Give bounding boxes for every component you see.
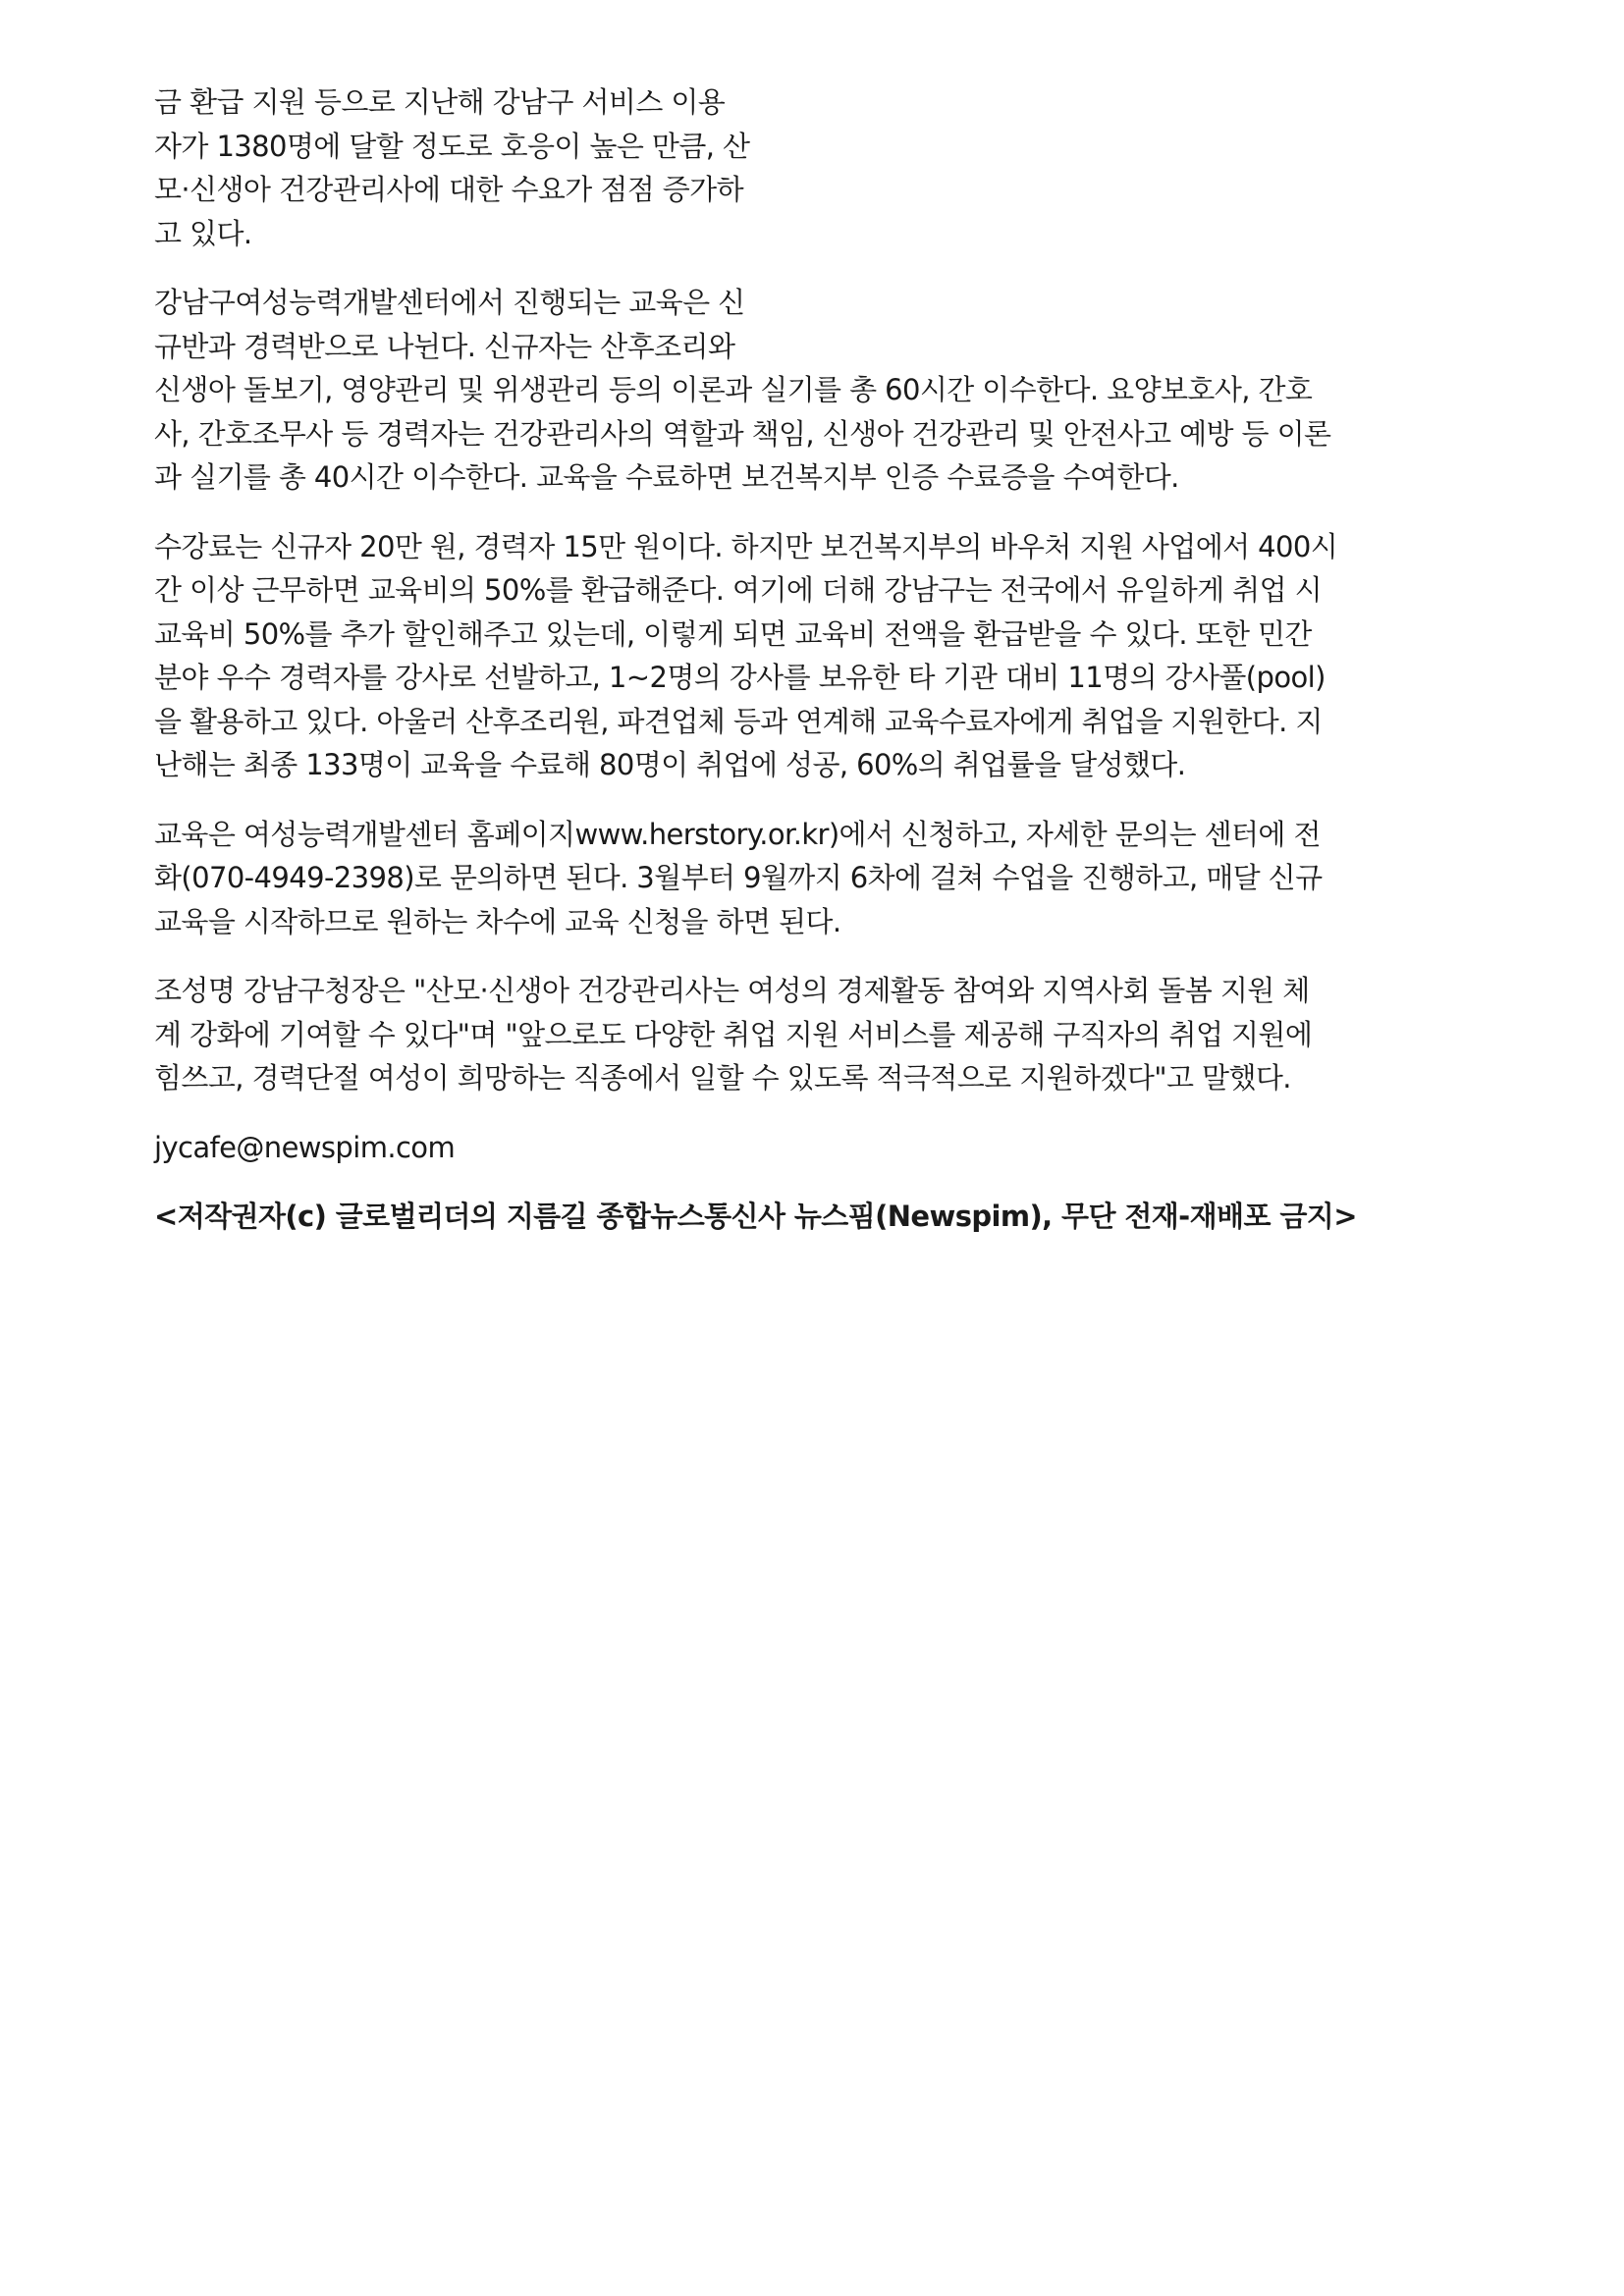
paragraph-application <box>154 813 1494 944</box>
text-line: 강남구여성능력개발센터에서 진행되는 교육은 신 <box>154 286 745 319</box>
paragraph-demand <box>154 80 1494 255</box>
reporter-email: jycafe@newspim.com <box>154 1130 456 1164</box>
text-line: 힘쓰고, 경력단절 여성이 희망하는 직종에서 일할 수 있도록 적극적으로 지원하겠다"고 말했다. <box>154 1061 1291 1095</box>
text-line: 조성명 강남구청장은 "산모·신생아 건강관리사는 여성의 경제활동 참여와 지역사회 돌봄 지원 체 <box>154 974 1310 1007</box>
article-body <box>154 80 1494 1264</box>
copyright-notice: <저작권자(c) 글로벌리더의 지름길 종합뉴스통신사 뉴스핌(Newspim), 무단 전재-재배포 금지> <box>154 1200 1357 1233</box>
text-line: 교육비 50%를 추가 할인해주고 있는데, 이렇게 되면 교육비 전액을 환급받을 수 있다. 또한 민간 <box>154 616 1312 651</box>
paragraph-tuition <box>154 525 1494 787</box>
text-line: 모·신생아 건강관리사에 대한 수요가 점점 증가하 <box>154 173 743 206</box>
text-line: 화(070-4949-2398)로 문의하면 된다. 3월부터 9월까지 6차에 걸쳐 수업을 진행하고, 매달 신규 <box>154 861 1323 894</box>
text-line: 과 실기를 총 40시간 이수한다. 교육을 수료하면 보건복지부 인증 수료증을 수여한다. <box>154 460 1179 494</box>
text-line: 사, 간호조무사 등 경력자는 건강관리사의 역할과 책임, 신생아 건강관리 및 안전사고 예방 등 이론 <box>154 416 1331 451</box>
text-line: 난해는 최종 133명이 교육을 수료해 80명이 취업에 성공, 60%의 취업률을 달성했다. <box>154 748 1186 781</box>
text-line: 교육은 여성능력개발센터 홈페이지www.herstory.or.kr)에서 신청하고, 자세한 문의는 센터에 전 <box>154 817 1321 851</box>
text-line: 계 강화에 기여할 수 있다"며 "앞으로도 다양한 취업 지원 서비스를 제공해 구직자의 취업 지원에 <box>154 1017 1313 1051</box>
text-line: 을 활용하고 있다. 아울러 산후조리원, 파견업체 등과 연계해 교육수료자에게 취업을 지원한다. 지 <box>154 704 1323 738</box>
text-line: 분야 우수 경력자를 강사로 선발하고, 1~2명의 강사를 보유한 타 기관 대비 11명의 강사풀(pool) <box>154 661 1326 694</box>
text-line: 교육을 시작하므로 원하는 차수에 교육 신청을 하면 된다. <box>154 904 841 938</box>
paragraph-quote <box>154 969 1494 1100</box>
text-line: 금 환급 지원 등으로 지난해 강남구 서비스 이용 <box>154 85 726 119</box>
paragraph-curriculum <box>154 281 1494 500</box>
text-line: 신생아 돌보기, 영양관리 및 위생관리 등의 이론과 실기를 총 60시간 이수한다. 요양보호사, 간호 <box>154 373 1313 406</box>
text-line: 고 있다. <box>154 216 252 250</box>
text-line: 간 이상 근무하면 교육비의 50%를 환급해준다. 여기에 더해 강남구는 전국에서 유일하게 취업 시 <box>154 573 1323 607</box>
text-line: 수강료는 신규자 20만 원, 경력자 15만 원이다. 하지만 보건복지부의 바우처 지원 사업에서 400시 <box>154 529 1338 563</box>
text-line: 자가 1380명에 달할 정도로 호응이 높은 만큼, 산 <box>154 129 750 163</box>
text-line: 규반과 경력반으로 나뉜다. 신규자는 산후조리와 <box>154 329 735 363</box>
